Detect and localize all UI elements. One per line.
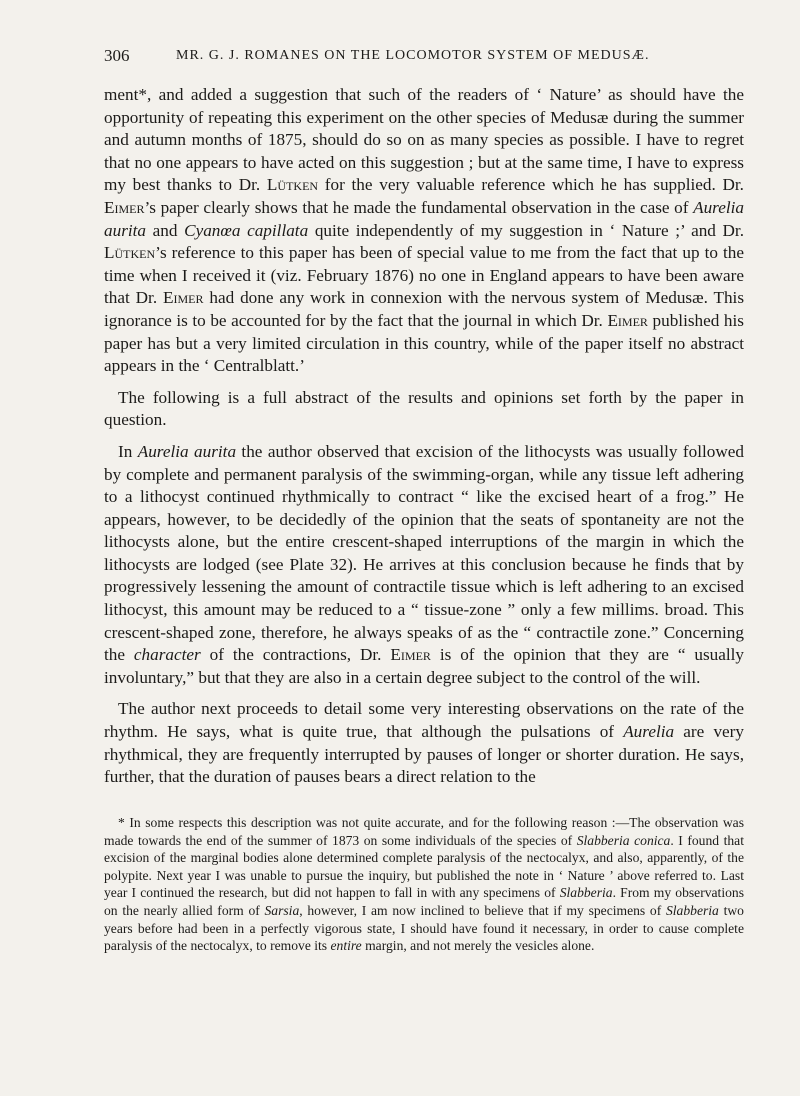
page-number: 306 [104, 46, 130, 65]
species-name: Sarsia [264, 902, 300, 918]
text-run: is of the opinion that they are “ usually involuntary,” but that they are also in a certain degree subject to the control of the will. [104, 645, 745, 687]
text-run: . From my observations on the nearly allied form of [104, 885, 744, 918]
text-run: quite independently of my suggestion in ‘ Nature ;’ and Dr. [308, 220, 744, 240]
author-name: Eimer [607, 310, 648, 330]
text-run: , however, I am now inclined to believe that if my specimens of [299, 902, 666, 918]
text-run: are very rhythmical, they are frequently interrupted by pauses of longer or shorter duration. He says, further, that the duration of pauses bears a direct relation to the [104, 722, 744, 787]
paragraph-4 [104, 698, 744, 788]
text-run: of the contractions, Dr. [200, 645, 391, 665]
species-name: Aurelia [623, 722, 675, 742]
text-run: In [118, 441, 138, 461]
text-run: two years before had been in a perfectly vigorous state, I should have found it necessary, in order to cause complete paralysis of the nectocalyx, to remove its [104, 902, 744, 954]
text-run: the author observed that excision of the lithocysts was usually followed by complete and permanent paralysis of the swimming-organ, while any tissue left adhering to a lithocyst continued rhythmically to contract “ like the excised heart of a frog.” He appears, however, to be decidedly of the opinion that the seats of spontaneity are not the lithocysts alone, but the entire crescent-shaped interruptions of the margin in which the lithocysts are lodged (see Plate 32). He arrives at this conclusion because he finds that by progressively lessening the amount of contractile tissue which is left adhering to an excised lithocyst, this amount may be reduced to a “ tissue-zone ” only a few millims. broad. This crescent-shaped zone, therefore, he always speaks of as the “ contractile zone.” Concerning the [104, 441, 744, 665]
paragraph-3 [104, 441, 744, 690]
text-run: had done any work in connexion with the nervous system of Medusæ. This ignorance is to be accounted for by the fact that the journal in which Dr. [104, 288, 745, 330]
text-run: published his paper has but a very limited circulation in this country, while of the paper itself no abstract appears in the ‘ Centralblatt.’ [104, 310, 744, 376]
text-run: ment*, and added a suggestion that such of the readers of ‘ Nature’ as should have the opportunity of repeating this experiment on the other species of Medusæ during the summer and autumn months of 1875, should do so on as many species as possible. I have to regret that no one appears to have acted on this suggestion ; but at the same time, I have to express my best thanks to Dr. [104, 85, 744, 195]
author-name: Lütken [266, 175, 319, 195]
paragraph-2: The following is a full abstract of the results and opinions set forth by the paper in question. [104, 387, 744, 430]
footnote [104, 814, 744, 955]
author-name: Lütken [104, 243, 156, 263]
author-name: Eimer [390, 645, 431, 665]
body-text [104, 84, 744, 798]
paragraph-1 [104, 84, 744, 378]
text-run: and [146, 220, 185, 240]
emphasis: character [133, 645, 201, 665]
author-name: Eimer [104, 197, 145, 217]
author-name: Eimer [163, 288, 204, 308]
text-run: for the very valuable reference which he has supplied. Dr. [318, 175, 744, 195]
species-name: Aurelia aurita [104, 197, 744, 240]
text-run: ’s paper clearly shows that he made the fundamental observation in the case of [144, 197, 694, 217]
text-run: * In some respects this description was not quite accurate, and for the following reason :—The observation was made towards the end of the summer of 1873 on some individuals of the species of [104, 815, 744, 848]
species-name: Slabberia [665, 902, 719, 918]
species-name: Aurelia aurita [137, 441, 237, 461]
text-run: . I found that excision of the marginal bodies alone determined complete paralysis of the nectocalyx, and also, apparently, of the polypite. Next year I was unable to pursue the inquiry, but published the note in ‘ Nature ’ above referred to. Last year I continued the research, but did not happen to fall in with any specimens of [104, 832, 744, 901]
footnote-text [104, 814, 744, 955]
running-header [104, 46, 744, 70]
species-name: Cyanœa capillata [184, 220, 309, 240]
text-run: ’s reference to this paper has been of special value to me from the fact that up to the time when I received it (viz. February 1876) no one in England appears to have been aware that Dr. [104, 243, 744, 308]
species-name: Slabberia [559, 885, 613, 901]
emphasis: entire [330, 938, 362, 954]
text-run: margin, and not merely the vesicles alone. [361, 938, 595, 954]
running-title: MR. G. J. ROMANES ON THE LOCOMOTOR SYSTEM OF MEDUSÆ. [176, 48, 650, 63]
text-run: The author next proceeds to detail some very interesting observations on the rate of the rhythm. He says, what is quite true, that although the pulsations of [104, 699, 744, 742]
species-name: Slabberia conica [576, 832, 671, 848]
